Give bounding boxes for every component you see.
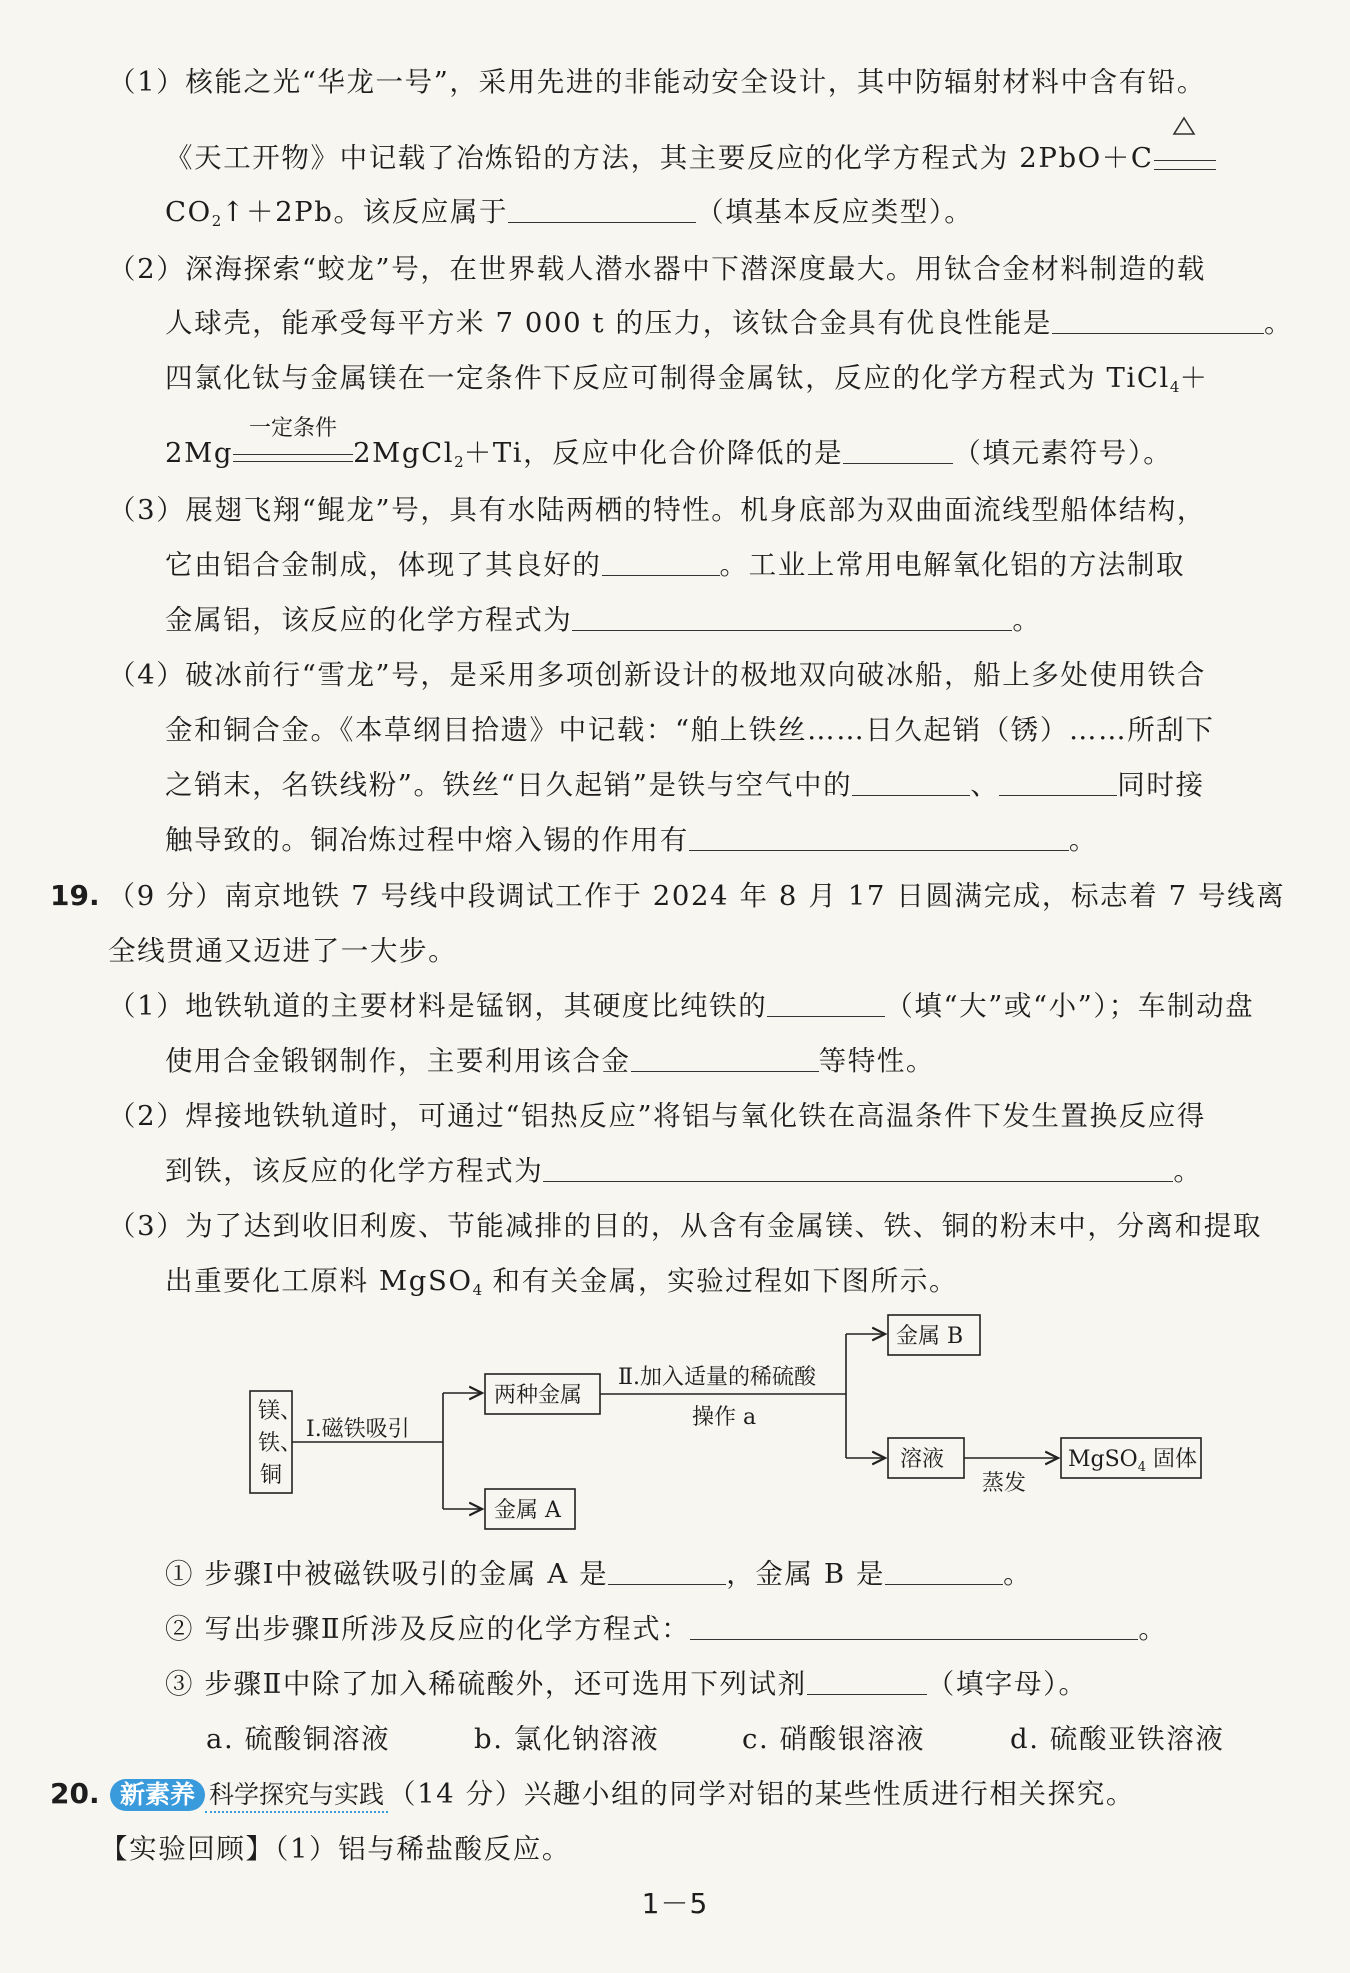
q19-step3: ③ 步骤Ⅱ中除了加入稀硫酸外，还可选用下列试剂 （填字母）。 [165, 1668, 1088, 1700]
answer-blank[interactable] [508, 194, 696, 223]
q18-p3-line3: 金属铝，该反应的化学方程式为 。 [165, 604, 1042, 636]
q19-option-c[interactable]: c. 硝酸银溶液 [742, 1723, 926, 1755]
solution-label: 溶液 [900, 1447, 945, 1472]
q19-line1: 19. （9 分）南京地铁 7 号线中段调试工作于 2024 年 8 月 17 日圆满完成，标志着 7 号线离 [50, 879, 1286, 912]
answer-blank[interactable] [767, 988, 885, 1017]
question-number: 19. [50, 879, 100, 912]
answer-blank[interactable] [999, 767, 1117, 796]
mgso4-solid-box [1061, 1438, 1201, 1478]
two-metals-label: 两种金属 [494, 1383, 583, 1408]
q18-p3-line1: （3）展翅飞翔“鲲龙”号，具有水陆两栖的特性。机身底部为双曲面流线型船体结构， [108, 494, 1207, 526]
answer-blank[interactable] [852, 767, 970, 796]
q19-option-d[interactable]: d. 硫酸亚铁溶液 [1010, 1723, 1225, 1755]
q19-step1: ① 步骤Ⅰ中被磁铁吸引的金属 A 是 ，金属 B 是 。 [165, 1558, 1033, 1590]
answer-blank[interactable] [631, 1043, 819, 1072]
q18-p1-line2 [165, 138, 1216, 178]
start-label-2: 铁、 [258, 1431, 303, 1456]
page-number: 1－5 [641, 1887, 709, 1920]
q19-p3-line2: 出重要化工原料 MgSO$_4$ 和有关金属，实验过程如下图所示。 [165, 1265, 959, 1299]
q19-p2-line1: （2）焊接地铁轨道时，可通过“铝热反应”将铝与氧化铁在高温条件下发生置换反应得 [108, 1100, 1207, 1132]
reaction-condition: 一定条件 [233, 442, 353, 462]
operation-a-label: 操作 a [692, 1405, 757, 1430]
step1-label: Ⅰ.磁铁吸引 [306, 1417, 410, 1442]
new-literacy-badge: 新素养 [110, 1779, 205, 1811]
q19-option-b[interactable]: b. 氯化钠溶液 [474, 1723, 660, 1755]
evaporation-label: 蒸发 [982, 1471, 1027, 1496]
q18-p2-line1: （2）深海探索“蛟龙”号，在世界载人潜水器中下潜深度最大。用钛合金材料制造的载 [108, 253, 1207, 285]
answer-blank[interactable] [608, 1556, 726, 1585]
start-mixture-box [250, 1391, 292, 1493]
science-practice-tag: 科学探究与实践 [205, 1779, 388, 1813]
heat-triangle-icon [1172, 116, 1196, 136]
answer-blank[interactable] [572, 602, 1012, 631]
q18-p2-line3: 四氯化钛与金属镁在一定条件下反应可制得金属钛，反应的化学方程式为 TiCl$_4$＋ [165, 362, 1209, 396]
q18-p2-line2: 人球壳，能承受每平方米 7 000 t 的压力，该钛合金具有优良性能是 。 [165, 307, 1294, 339]
metal-a-box [485, 1489, 575, 1529]
product-label: MgSO$_4$ 固体 [1068, 1447, 1197, 1475]
two-metals-box [485, 1374, 600, 1414]
metal-a-label: 金属 A [494, 1498, 561, 1523]
q18-p2-line4: 2Mg 一定条件 2MgCl$_2$＋Ti，反应中化合价降低的是 （填元素符号）。 [165, 416, 1173, 471]
start-label-3: 铜 [260, 1463, 283, 1488]
metal-b-box [888, 1315, 980, 1355]
answer-blank[interactable] [602, 547, 720, 576]
step2-label: Ⅱ.加入适量的稀硫酸 [618, 1365, 816, 1390]
start-label-1: 镁、 [258, 1399, 303, 1424]
q18-p1-line3: $CO_2↑+2Pb$。该反应属于 （填基本反应类型）。 [165, 196, 974, 230]
question-number: 20. [50, 1777, 100, 1810]
q19-p1-line2: 使用合金锻钢制作，主要利用该合金 等特性。 [165, 1045, 936, 1077]
q18-p4-line4: 触导致的。铜冶炼过程中熔入锡的作用有 。 [165, 824, 1098, 856]
q18-p1-equation-text: 《天工开物》中记载了冶炼铅的方法，其主要反应的化学方程式为 2PbO＋C [165, 142, 1154, 174]
q18-p1-line1: （1）核能之光“华龙一号”，采用先进的非能动安全设计，其中防辐射材料中含有铅。 [108, 66, 1207, 98]
q19-p1-line1: （1）地铁轨道的主要材料是锰钢，其硬度比纯铁的 （填“大”或“小”）；车制动盘 [108, 990, 1255, 1022]
answer-blank[interactable] [807, 1666, 927, 1695]
q19-step2: ② 写出步骤Ⅱ所涉及反应的化学方程式： 。 [165, 1613, 1168, 1645]
q19-line2: 全线贯通又迈进了一大步。 [108, 935, 458, 967]
solution-box [888, 1438, 964, 1478]
answer-blank[interactable] [843, 435, 953, 464]
q20-line2: 【实验回顾】（1）铝与稀盐酸反应。 [100, 1833, 571, 1865]
q18-p4-line1: （4）破冰前行“雪龙”号，是采用多项创新设计的极地双向破冰船，船上多处使用铁合 [108, 659, 1207, 691]
q19-option-a[interactable]: a. 硫酸铜溶液 [206, 1723, 391, 1755]
answer-blank[interactable] [1052, 305, 1264, 334]
answer-blank[interactable] [690, 1611, 1138, 1640]
q18-p3-line2: 它由铝合金制成，体现了其良好的 。工业上常用电解氧化铝的方法制取 [165, 549, 1186, 581]
answer-blank[interactable] [885, 1556, 1003, 1585]
q19-p2-line2: 到铁，该反应的化学方程式为 。 [165, 1155, 1203, 1187]
q19-p3-line1: （3）为了达到收旧利废、节能减排的目的，从含有金属镁、铁、铜的粉末中，分离和提取 [108, 1210, 1262, 1242]
answer-blank[interactable] [543, 1153, 1173, 1182]
q20-line1: 20. 新素养 科学探究与实践 （14 分）兴趣小组的同学对铝的某些性质进行相关探究。 [50, 1774, 1135, 1814]
answer-blank[interactable] [689, 822, 1069, 851]
metal-b-label: 金属 B [896, 1324, 964, 1349]
q18-p4-line2: 金和铜合金。《本草纲目拾遗》中记载：“舶上铁丝……日久起销（锈）……所刮下 [165, 714, 1215, 746]
q18-p4-line3: 之销末，名铁线粉”。铁丝“日久起销”是铁与空气中的 、 同时接 [165, 769, 1205, 801]
